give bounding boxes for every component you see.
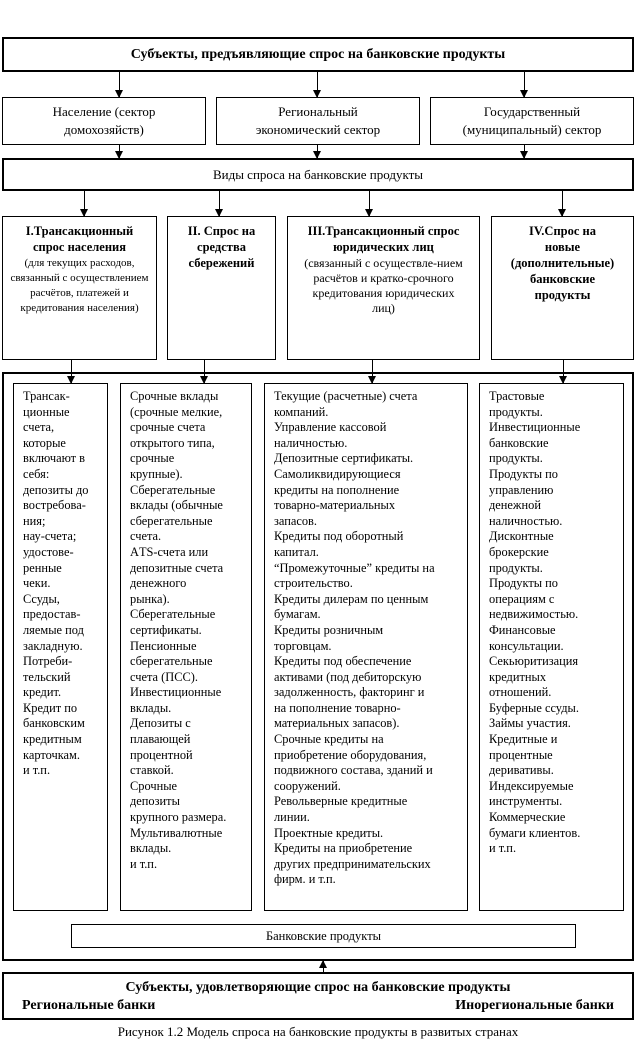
list-line: подвижного состава, зданий и: [274, 763, 433, 778]
list-line: процентной: [130, 747, 193, 762]
list-line: вклады.: [130, 700, 172, 715]
demand-subjects-title: Субъекты, предъявляющие спрос на банковские продукты: [130, 46, 506, 62]
arrow-to-cat2: [219, 191, 220, 216]
list-line: Продукты по: [489, 576, 559, 591]
products-list-2: [120, 383, 252, 911]
list-line: Депозиты с: [130, 716, 191, 731]
list-line: капитал.: [274, 544, 319, 559]
list-line: АTS-счета или: [130, 544, 209, 559]
list-line: отношений.: [489, 685, 552, 700]
list-line: Финансовые: [489, 622, 556, 637]
demand-subjects-title-box: [2, 37, 634, 72]
list-line: плавающей: [130, 732, 191, 747]
bank-products-box: [71, 924, 576, 948]
category-1-box: [2, 216, 157, 360]
arrow-to-state: [524, 72, 525, 97]
list-line: которые: [23, 435, 66, 450]
list-line: включают в: [23, 451, 86, 466]
list-line: крупные).: [130, 466, 183, 481]
arrow-to-cat3: [369, 191, 370, 216]
list-line: Кредиты под обеспечение: [274, 654, 412, 669]
list-line: предостав-: [23, 607, 81, 622]
list-line: Коммерческие: [489, 810, 566, 825]
supply-subjects-box: [2, 972, 634, 1020]
list-line: ляемые под: [23, 622, 84, 637]
list-line: себя:: [23, 466, 50, 481]
list-line: депозиты до: [23, 482, 89, 497]
regional-banks-label: Региональные банки: [22, 998, 156, 1013]
list-line: Сберегательные: [130, 482, 216, 497]
arrow-regional-to-types: [317, 145, 318, 158]
list-line: линии.: [274, 810, 310, 825]
list-line: операциям с: [489, 591, 555, 606]
arrow-to-cat1: [84, 191, 85, 216]
list-line: консультации.: [489, 638, 564, 653]
list-line: деривативы.: [489, 763, 554, 778]
category-4-box: [491, 216, 634, 360]
list-line: Трастовые: [489, 389, 545, 403]
arrow-to-population: [119, 72, 120, 97]
category-2-box: [167, 216, 276, 360]
list-line: кредит.: [23, 685, 62, 700]
list-line: Срочные: [130, 778, 178, 793]
list-line: сберегательные: [130, 654, 213, 669]
list-line: Секьюритизация: [489, 654, 579, 669]
figure-caption: Рисунок 1.2 Модель спроса на банковские продукты в развитых странах: [117, 1024, 519, 1039]
list-line: закладную.: [23, 638, 83, 653]
list-line: брокерские: [489, 544, 549, 559]
list-line: денежной: [489, 498, 541, 513]
list-line: сберегательные: [130, 513, 213, 528]
list-line: материальных запасов).: [274, 716, 400, 731]
list-line: Револьверные кредитные: [274, 794, 408, 809]
subject-regional-box: [216, 97, 420, 145]
list-line: других предпринимательских: [274, 856, 431, 871]
list-line: Кредиты дилерам по ценным: [274, 591, 429, 606]
category-3-box: [287, 216, 480, 360]
list-line: Самоликвидирующиеся: [274, 466, 401, 481]
list-line: вклады.: [130, 841, 172, 856]
list-line: крупного размера.: [130, 810, 227, 825]
category-1-title: I.Трансакционный спрос населения: [25, 224, 134, 254]
subject-state-label: Государственный (муниципальный) сектор: [462, 104, 602, 137]
list-line: Пенсионные: [130, 638, 197, 653]
list-line: ния;: [23, 513, 46, 528]
list-line: банковским: [23, 716, 85, 731]
list-line: запасов.: [274, 513, 318, 528]
demand-types-box: [2, 158, 634, 191]
list-line: товарно-материальных: [274, 498, 396, 513]
list-line: на пополнение товарно-: [274, 700, 401, 715]
arrow-state-to-types: [524, 145, 525, 158]
list-line: ставкой.: [130, 763, 174, 778]
list-line: кредитных: [489, 669, 547, 684]
list-line: рынка).: [130, 591, 170, 606]
category-2-title: II. Спрос на средства сбережений: [187, 224, 256, 270]
list-line: управлению: [489, 482, 554, 497]
list-line: сооружений.: [274, 778, 341, 793]
subject-regional-label: Региональный экономический сектор: [255, 104, 381, 137]
list-line: процентные: [489, 747, 553, 762]
list-line: депозиты: [130, 794, 180, 809]
list-line: кредиты на пополнение: [274, 482, 400, 497]
list-line: (срочные мелкие,: [130, 404, 223, 419]
list-line: “Промежуточные” кредиты на: [274, 560, 435, 575]
list-line: Управление кассовой: [274, 420, 387, 435]
products-list-1: [13, 383, 108, 911]
list-line: Кредитные и: [489, 732, 558, 747]
category-3-title: III.Трансакционный спрос юридических лиц: [307, 224, 460, 254]
list-line: денежного: [130, 576, 187, 591]
list-line: Инвестиционные: [130, 685, 222, 700]
arrow-to-cat4: [562, 191, 563, 216]
list-line: Буферные ссуды.: [489, 700, 579, 715]
list-line: счета,: [23, 420, 55, 435]
list-line: Потреби-: [23, 654, 73, 669]
list-line: депозитные счета: [130, 560, 224, 575]
list-line: Инвестиционные: [489, 420, 581, 435]
list-line: Кредиты на приобретение: [274, 841, 413, 856]
interregional-banks-label: Инорегиональные банки: [455, 998, 614, 1013]
list-line: наличностью.: [489, 513, 563, 528]
list-line: кредитным: [23, 732, 82, 747]
list-line: бумаги клиентов.: [489, 825, 581, 840]
list-line: Кредиты под оборотный: [274, 529, 404, 544]
list-line: задолженность, факторинг и: [274, 685, 425, 700]
list-line: и т.п.: [489, 841, 517, 856]
list-line: Кредиты розничным: [274, 622, 384, 637]
list-line: недвижимостью.: [489, 607, 579, 622]
supply-subjects-title: Субъекты, удовлетворяющие спрос на банковские продукты: [125, 980, 511, 995]
list-line: активами (под дебиторскую: [274, 669, 422, 684]
list-line: Ссуды,: [23, 591, 60, 606]
list-line: Займы участия.: [489, 716, 571, 731]
list-line: Срочные кредиты на: [274, 732, 384, 747]
list-line: ренные: [23, 560, 62, 575]
subject-population-box: [2, 97, 206, 145]
list-line: банковские: [489, 435, 549, 450]
list-line: Трансак-: [23, 389, 70, 403]
list-line: Проектные кредиты.: [274, 825, 384, 840]
category-4-title: IV.Спрос на новые (дополнительные) банковские продукты: [510, 224, 615, 302]
list-line: Индексируемые: [489, 778, 574, 793]
arrow-population-to-types: [119, 145, 120, 158]
list-line: вклады (обычные: [130, 498, 223, 513]
list-line: Мультивалютные: [130, 825, 223, 840]
list-line: Сберегательные: [130, 607, 216, 622]
list-line: торговцам.: [274, 638, 332, 653]
list-line: счета.: [130, 529, 162, 544]
list-line: Кредит по: [23, 700, 78, 715]
list-line: наличностью.: [274, 435, 348, 450]
list-line: счета (ПСС).: [130, 669, 198, 684]
list-line: продукты.: [489, 404, 543, 419]
list-line: востребова-: [23, 498, 86, 513]
list-line: Срочные вклады: [130, 389, 219, 403]
subject-population-label: Население (сектор домохозяйств): [52, 104, 156, 137]
list-line: Депозитные сертификаты.: [274, 451, 414, 466]
category-3-desc: (связанный с осуществле-нием расчётов и кратко-срочного кредитования юридических лиц): [304, 256, 463, 315]
list-line: продукты.: [489, 451, 543, 466]
arrow-supply-to-products: [323, 961, 324, 972]
list-line: Дисконтные: [489, 529, 554, 544]
bank-products-label: Банковские продукты: [265, 928, 382, 943]
list-line: и т.п.: [23, 763, 51, 778]
list-line: Продукты по: [489, 466, 559, 481]
list-line: удостове-: [23, 544, 74, 559]
list-line: сертификаты.: [130, 622, 202, 637]
list-line: ционные: [23, 404, 70, 419]
demand-types-title: Виды спроса на банковские продукты: [212, 166, 424, 182]
list-line: компаний.: [274, 404, 329, 419]
list-line: Текущие (расчетные) счета: [274, 389, 418, 403]
list-line: открытого типа,: [130, 435, 215, 450]
list-line: строительство.: [274, 576, 353, 591]
list-line: продукты.: [489, 560, 543, 575]
category-1-desc: (для текущих расходов, связанный с осуществлением расчётов, платежей и кредитования населения): [10, 257, 149, 314]
list-line: инструменты.: [489, 794, 563, 809]
list-line: приобретение оборудования,: [274, 747, 427, 762]
list-line: нау-счета;: [23, 529, 77, 544]
list-line: карточкам.: [23, 747, 80, 762]
list-line: срочные: [130, 451, 175, 466]
list-line: фирм. и т.п.: [274, 872, 336, 887]
list-line: срочные счета: [130, 420, 206, 435]
list-line: и т.п.: [130, 856, 158, 871]
products-list-3: [264, 383, 468, 911]
arrow-to-regional: [317, 72, 318, 97]
list-line: чеки.: [23, 576, 51, 591]
list-line: бумагам.: [274, 607, 321, 622]
subject-state-box: [430, 97, 634, 145]
list-line: тельский: [23, 669, 71, 684]
products-list-4: [479, 383, 624, 911]
